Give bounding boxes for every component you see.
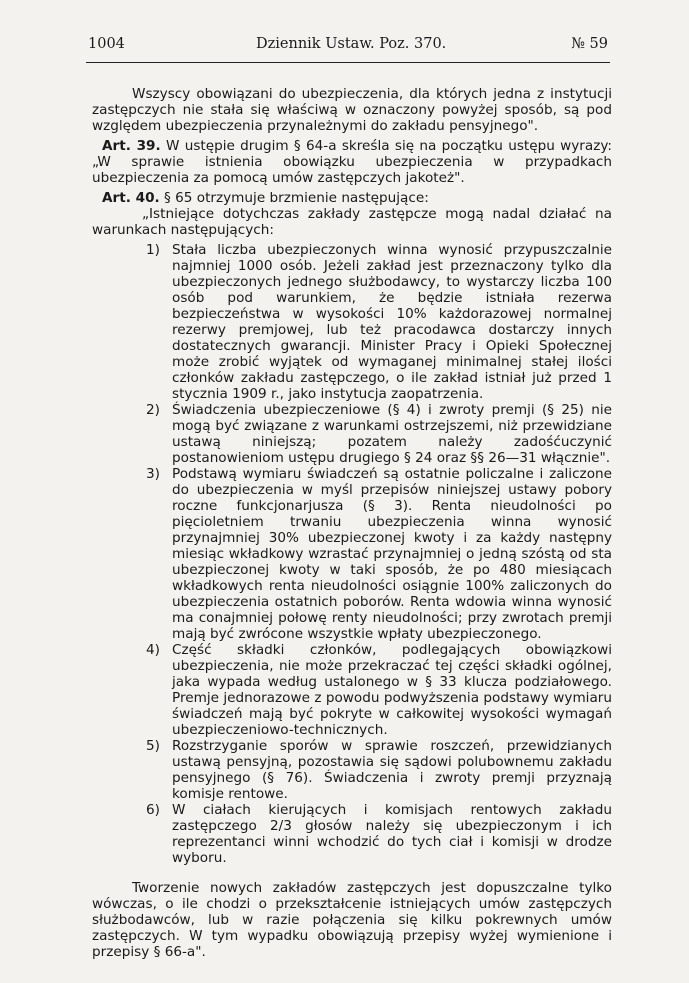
item-text: Część składki członków, podlegających obowiązkowi ubezpieczenia, nie może przekraczać tej części składki ogólnej, jaka wypada według ustalonego w § 33 klucza podziałowego. Premje jednorazowe z powodu podwyższenia podstawy wymiaru świadczeń mają być pokryte w całkowitej wysokości wymagań ubezpieczeniowo-technicznych. [172,642,612,738]
article-40-label: Art. 40. [102,190,160,206]
list-item [92,802,612,866]
list-item [92,402,612,466]
article-39-text: W ustępie drugim § 64-a skreśla się na początku ustępu wyrazy: „W sprawie istnienia obowiązku ubezpieczenia w przypadkach ubezpieczenia za pomocą umów zastępczych jakoteż". [92,138,612,186]
list-item [92,642,612,738]
article-39-label: Art. 39. [102,138,161,154]
item-number: 2) [146,402,160,418]
article-39 [92,138,612,186]
item-text: Świadczenia ubezpieczeniowe (§ 4) i zwroty premji (§ 25) nie mogą być związane z warunkami ostrzejszemi, niż przewidziane ustawą niniejszą; pozatem należy zadośćuczynić postanowieniom ustępu drugiego § 24 oraz §§ 26—31 włącznie". [172,402,612,466]
list-item [92,466,612,642]
closing-paragraph: Tworzenie nowych zakładów zastępczych jest dopuszczalne tylko wówczas, o ile chodzi o przekształcenie istniejących umów zastępczych służbodawców, lub w razie połączenia się kilku pokrewnych umów zastępczych. W tym wypadku obowiązują przepisy wyżej wymienione i przepisy § 66-a". [92,880,612,960]
journal-title: Dziennik Ustaw. Poz. 370. [256,36,447,52]
item-number: 6) [146,802,160,818]
item-text: Podstawą wymiaru świadczeń są ostatnie policzalne i zaliczone do ubezpieczenia w myśl przepisów niniejszej ustawy pobory roczne funkcjonarjusza (§ 3). Renta nieudolności po pięcioletniem trwaniu ubezpieczenia winna wynosić przynajmniej 30% ubezpieczonej kwoty i za każdy następny miesiąc wkładkowy wzrastać przynajmniej o jedną szóstą od sta ubezpieczonej kwoty w taki sposób, że po 480 miesiącach wkładkowych renta nieudolności osiągnie 100% zaliczonych do ubezpieczenia ostatnich poborów. Renta wdowia winna wynosić ma conajmniej połowę renty nieudolności; przy zwrotach premji mają być zwrócone wszystkie wpłaty ubezpieczonego. [172,466,612,642]
quote-intro-text: „Istniejące dotychczas zakłady zastępcze mogą nadal działać na warunkach następujących: [92,206,612,238]
item-text: Rozstrzyganie sporów w sprawie roszczeń, przewidzianych ustawą pensyjną, pozostawia się sądowi polubownemu zakładu pensyjnego (§ 76). Świadczenia i zwroty premji przyznają komisje rentowe. [172,738,612,802]
item-number: 3) [146,466,160,482]
item-text: Stała liczba ubezpieczonych winna wynosić przypuszczalnie najmniej 1000 osób. Jeżeli zakład jest przeznaczony tylko dla ubezpieczonych jednego służbodawcy, to wystarczy liczba 100 osób pod warunkiem, że będzie istniała rezerwa bezpieczeństwa w wysokości 10% każdorazowej normalnej rezerwy premjowej, lub też pracodawca dostarczy innych dostatecznych gwarancji. Minister Pracy i Opieki Społecznej może zrobić wyjątek od wymaganej minimalnej stałej ilości członków zakładu zastępczego, o ile zakład istniał już przed 1 stycznia 1909 r., jako instytucja zaopatrzenia. [172,242,612,402]
article-40-quote-intro [92,206,612,238]
issue-number: № 59 [571,36,608,52]
item-number: 1) [146,242,160,258]
header-rule [86,62,610,63]
page-number: 1004 [88,36,125,52]
item-number: 5) [146,738,160,754]
page-header [88,36,608,56]
conditions-list [92,242,612,866]
list-item [92,738,612,802]
item-number: 4) [146,642,160,658]
document-body [92,86,612,960]
article-40-text: § 65 otrzymuje brzmienie następujące: [164,190,429,206]
intro-paragraph: Wszyscy obowiązani do ubezpieczenia, dla których jedna z instytucji zastępczych nie stała się właściwą w oznaczony powyżej sposób, są pod względem ubezpieczenia przynależnymi do zakładu pensyjnego". [92,86,612,134]
article-40 [92,190,612,206]
list-item [92,242,612,402]
item-text: W ciałach kierujących i komisjach rentowych zakładu zastępczego 2/3 głosów należy się ubezpieczonym i ich reprezentanci winni wchodzić do tych ciał i komisji w drodze wyboru. [172,802,612,866]
